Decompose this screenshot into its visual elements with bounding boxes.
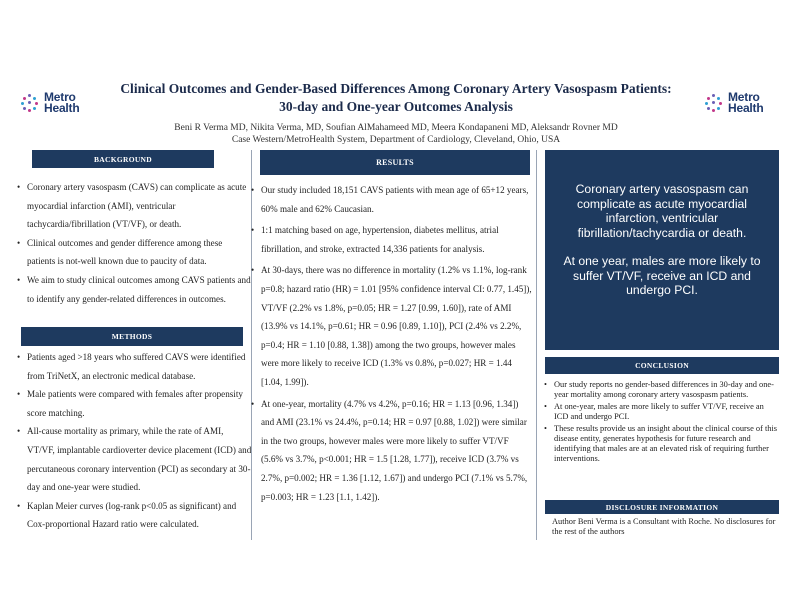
conclusion-item: • These results provide us an insight about the clinical course of this disease entity, generates hypothesis for future research and identifying that males are at an elevated risk of requiring further interventions.: [543, 424, 779, 464]
results-item: • 1:1 matching based on age, hypertension, diabetes mellitus, atrial fibrillation, and stroke, extracted 14,336 patients for analysis.: [250, 221, 532, 258]
methods-list: [16, 348, 252, 534]
title-line-1: Clinical Outcomes and Gender-Based Differences Among Coronary Artery Vasospasm Patients:: [120, 81, 672, 96]
results-heading: RESULTS: [260, 150, 530, 175]
results-item: • At 30-days, there was no difference in mortality (1.2% vs 1.1%, log-rank p=0.8; hazard ratio (HR) = 1.01 [95% confidence interval CI: 0.77, 1.45]), VT/VF (2.2% vs 1.8%, p=0.05; HR = 1.27 [0.99, 1.60]), rate of AMI (13.9% vs 14.1%, p=0.61; HR = 0.96 [0.89, 1.10]), PCI (2.4% vs 2.2%, p=0.4; HR = 1.10 [0.88, 1.38]) among the two groups, however males were more likely to receive ICD (1.3% vs 0.8%, p=0.027; HR = 1.44 [1.04, 1.99]).: [250, 261, 532, 391]
results-list: [250, 181, 532, 506]
logo-text-line2: Health: [44, 101, 80, 115]
title-line-2: 30-day and One-year Outcomes Analysis: [279, 99, 513, 114]
conclusion-item: • At one-year, males are more likely to suffer VT/VF, receive an ICD and undergo PCI.: [543, 402, 779, 422]
authors-block: [100, 122, 692, 146]
background-list: [16, 178, 252, 308]
key-findings-box: [545, 150, 779, 350]
methods-item: • Male patients were compared with females after propensity score matching.: [16, 385, 252, 422]
methods-heading: METHODS: [21, 327, 243, 346]
results-item: • Our study included 18,151 CAVS patients with mean age of 65+12 years, 60% male and 62% Caucasian.: [250, 181, 532, 218]
background-item: • Coronary artery vasospasm (CAVS) can complicate as acute myocardial infarction (AMI), ventricular tachycardia/fibrillation (VT/VF), or death.: [16, 178, 252, 234]
logo-text-line1: Metro: [44, 90, 76, 104]
results-item: • At one-year, mortality (4.7% vs 4.2%, p=0.16; HR = 1.13 [0.96, 1.34]) and AMI (23.1% vs 24.4%, p=0.14; HR = 0.97 [0.88, 1.02]) were similar in the two groups, however males were more likely to suffer VT/VF (5.6% vs 3.7%, p<0.001; HR = 1.5 [1.28, 1.77]), receive ICD (3.7% vs 2.7%, p=0.002; HR = 1.36 [1.12, 1.67]) and undergo PCI (7.1% vs 5.7%, p=0.003; HR = 1.23 [1.1, 1.42]).: [250, 395, 532, 507]
background-heading: BACKGROUND: [32, 150, 214, 168]
conclusion-list: [543, 380, 779, 464]
key-finding-2: At one year, males are more likely to suffer VT/VF, receive an ICD and undergo PCI.: [563, 254, 761, 297]
disclosure-text: Author Beni Verma is a Consultant with Roche. No disclosures for the rest of the authors: [552, 517, 776, 536]
background-item: • We aim to study clinical outcomes among CAVS patients and to identify any gender-related differences in outcomes.: [16, 271, 252, 308]
poster-title: [100, 80, 692, 116]
author-names: Beni R Verma MD, Nikita Verma, MD, Soufian AlMahameed MD, Meera Kondapaneni MD, Aleksandr Rovner MD: [174, 123, 618, 133]
key-finding-1: Coronary artery vasospasm can complicate as acute myocardial infarction, ventricular fibrillation/tachycardia or death.: [575, 182, 749, 240]
methods-item: • Kaplan Meier curves (log-rank p<0.05 as significant) and Cox-proportional Hazard ratio were calculated.: [16, 497, 252, 534]
methods-item: • Patients aged >18 years who suffered CAVS were identified from TriNetX, an electronic medical database.: [16, 348, 252, 385]
logo-text-line2: Health: [728, 101, 764, 115]
logo-dots-icon: [21, 94, 39, 112]
methods-item: • All-cause mortality as primary, while the rate of AMI, VT/VF, implantable cardioverter device placement (ICD) and percutaneous coronary intervention (PCI) as secondary at 30-day and one-year were studied.: [16, 422, 252, 496]
column-divider-right: [536, 150, 537, 540]
background-item: • Clinical outcomes and gender difference among these patients is not-well known due to paucity of data.: [16, 234, 252, 271]
logo-dots-icon: [705, 94, 723, 112]
metrohealth-logo-right: [705, 92, 763, 114]
conclusion-heading: CONCLUSION: [545, 357, 779, 374]
conclusion-item: • Our study reports no gender-based differences in 30-day and one-year mortality among coronary artery vasospasm patients.: [543, 380, 779, 400]
metrohealth-logo-left: [21, 92, 79, 114]
logo-text-line1: Metro: [728, 90, 760, 104]
disclosure-heading: DISCLOSURE INFORMATION: [545, 500, 779, 514]
author-affiliation: Case Western/MetroHealth System, Department of Cardiology, Cleveland, Ohio, USA: [231, 135, 561, 145]
